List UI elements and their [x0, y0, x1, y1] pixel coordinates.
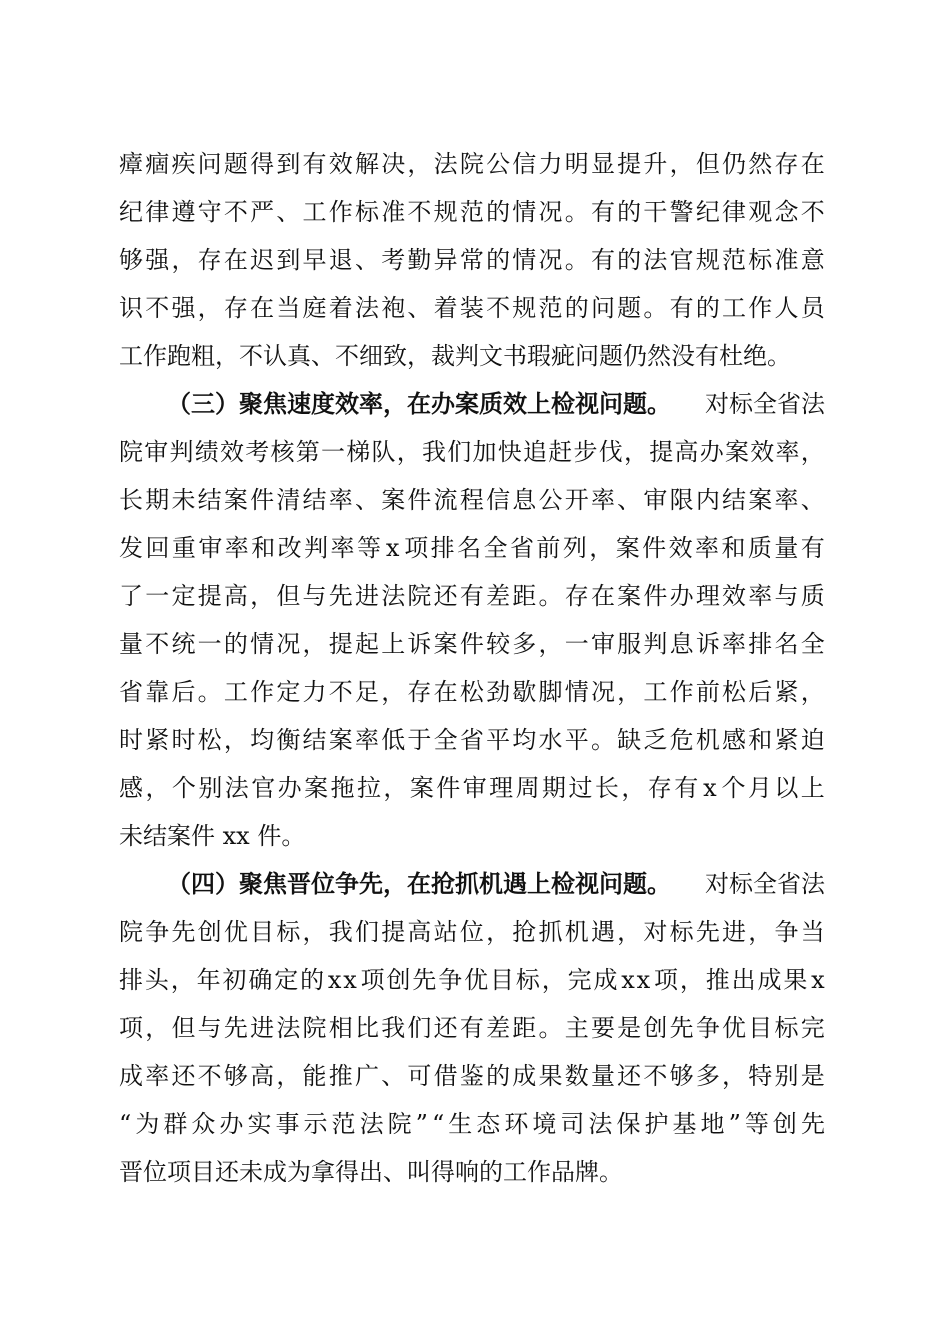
text-line: 院 审 判 绩 效 考 核 第 一 梯 队 ， 我 们 加 快 追 赶 步 伐 ， 提 高 办 案 效 率 ，: [119, 438, 825, 466]
text-line: 项 ， 但 与 先 进 法 院 相 比 我 们 还 有 差 距 。 主 要 是 创 先 争 优 目 标 完: [119, 1014, 825, 1042]
text-line: 排 头 ， 年 初 确 定 的 x x 项 创 先 争 优 目 标 ， 完 成 x x 项 ， 推 出 成 果 x: [119, 966, 825, 994]
text-line: 晋位项目还未成为拿得出、叫得响的工作品牌。: [119, 1158, 623, 1186]
text-line: 了 一 定 提 高 ， 但 与 先 进 法 院 还 有 差 距 。 存 在 案 件 办 理 效 率 与 质: [119, 582, 825, 610]
text-line: 识 不 强 ， 存 在 当 庭 着 法 袍 、 着 装 不 规 范 的 问 题 。 有 的 工 作 人 员: [119, 294, 825, 322]
text-line: 时 紧 时 松 ， 均 衡 结 案 率 低 于 全 省 平 均 水 平 。 缺 乏 危 机 感 和 紧 迫: [119, 726, 825, 754]
text-line: 量 不 统 一 的 情 况 ， 提 起 上 诉 案 件 较 多 ， 一 审 服 判 息 诉 率 排 名 全: [119, 630, 825, 658]
text-line: 成 率 还 不 够 高 ， 能 推 广 、 可 借 鉴 的 成 果 数 量 还 不 够 多 ， 特 别 是: [119, 1062, 825, 1090]
text-line: 纪 律 遵 守 不 严 、 工 作 标 准 不 规 范 的 情 况 。 有 的 干 警 纪 律 观 念 不: [119, 198, 825, 226]
paragraph-continuation: [119, 140, 825, 380]
text-line: “ 为 群 众 办 实 事 示 范 法 院 ” “ 生 态 环 境 司 法 保 护 基 地 ” 等 创 先: [119, 1110, 825, 1138]
text-line: 感 ， 个 别 法 官 办 案 拖 拉 ， 案 件 审 理 周 期 过 长 ， 存 有 x 个 月 以 上: [119, 774, 825, 802]
section-heading-4: （四）聚焦晋位争先，在抢抓机遇上检视问题。: [167, 869, 671, 898]
paragraph-first-line: [119, 860, 825, 908]
text-run: 对标全省法: [705, 870, 825, 898]
paragraph-section-3: [119, 380, 825, 860]
text-line: 够 强 ， 存 在 迟 到 早 退 、 考 勤 异 常 的 情 况 。 有 的 法 官 规 范 标 准 意: [119, 246, 825, 274]
text-line: 长 期 未 结 案 件 清 结 率 、 案 件 流 程 信 息 公 开 率 、 审 限 内 结 案 率 、: [119, 486, 825, 514]
section-heading-3: （三）聚焦速度效率，在办案质效上检视问题。: [167, 389, 671, 418]
text-run: 对标全省法: [705, 390, 825, 418]
text-line: 院 争 先 创 优 目 标 ， 我 们 提 高 站 位 ， 抢 抓 机 遇 ， 对 标 先 进 ， 争 当: [119, 918, 825, 946]
paragraph-first-line: [119, 380, 825, 428]
document-body: [119, 140, 825, 1196]
text-line: 省 靠 后 。 工 作 定 力 不 足 ， 存 在 松 劲 歇 脚 情 况 ， 工 作 前 松 后 紧 ，: [119, 678, 825, 706]
text-line: 发 回 重 审 率 和 改 判 率 等 x 项 排 名 全 省 前 列 ， 案 件 效 率 和 质 量 有: [119, 534, 825, 562]
paragraph-section-4: [119, 860, 825, 1196]
text-line: 工作跑粗，不认真、不细致，裁判文书瑕疵问题仍然没有杜绝。: [119, 342, 791, 370]
text-line: 瘴 痼 疾 问 题 得 到 有 效 解 决 ， 法 院 公 信 力 明 显 提 升 ， 但 仍 然 存 在: [119, 150, 825, 178]
text-line: 未结案件 xx 件。: [119, 822, 306, 850]
